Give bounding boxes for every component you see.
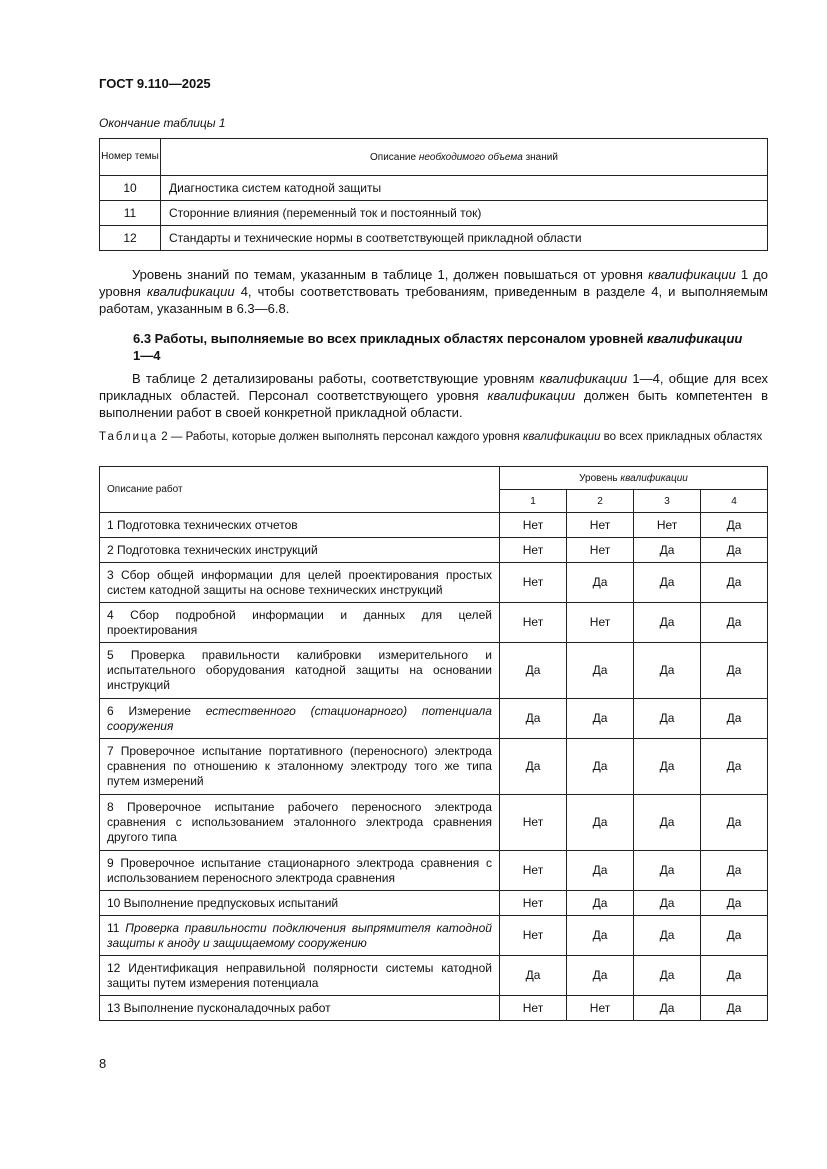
section-c: 1—4 <box>133 348 161 363</box>
table2-cell: Да <box>701 513 768 538</box>
para1-d: квалификации <box>147 284 235 299</box>
table2-row-text: 7 Проверочное испытание портативного (переносного) электрода сравнения по отношению к эталонному электроду того же типа путем измерений <box>100 739 500 795</box>
table-row <box>100 795 768 851</box>
table1-row-text: Сторонние влияния (переменный ток и постоянный ток) <box>161 201 768 226</box>
section-heading <box>133 330 753 364</box>
table-row <box>100 513 768 538</box>
para2-c: 1—4, общие для всех прикладных областей. Персонал соответствующего уровня <box>99 371 768 403</box>
table2-col-level-b: квалификации <box>620 472 688 484</box>
table2-row-text: 10 Выполнение предпусковых испытаний <box>100 891 500 916</box>
table2-cell: Да <box>566 851 633 891</box>
document-code: ГОСТ 9.110—2025 <box>99 76 211 91</box>
table2-row-text: 3 Сбор общей информации для целей проектирования простых систем катодной защиты на основе технических инструкций <box>100 563 500 603</box>
table2-col-level <box>499 467 767 490</box>
table1-col-num: Номер темы <box>100 139 161 176</box>
table2-cell: Да <box>634 538 701 563</box>
table2-cell: Да <box>701 603 768 643</box>
table-row <box>100 603 768 643</box>
table2-row-text: 5 Проверка правильности калибровки измерительного и испытательного оборудования катодной защиты на основании инструкций <box>100 643 500 699</box>
table2-cell: Да <box>701 851 768 891</box>
table-row <box>100 176 768 201</box>
table2-cell: Нет <box>499 916 566 956</box>
table2-level-1: 1 <box>499 490 566 513</box>
table2-cell: Нет <box>499 603 566 643</box>
table-row <box>100 563 768 603</box>
table2-cell: Да <box>566 916 633 956</box>
table2-cell: Нет <box>566 603 633 643</box>
table2-cell: Да <box>701 956 768 996</box>
para1-a: Уровень знаний по темам, указанным в таблице 1, должен повышаться от уровня <box>132 267 649 282</box>
table2-cell: Да <box>566 891 633 916</box>
table-row <box>100 916 768 956</box>
table1-header-row <box>100 139 768 176</box>
table2-cell: Да <box>634 795 701 851</box>
table-row <box>100 891 768 916</box>
table2-cell: Да <box>701 699 768 739</box>
table2-cell: Да <box>701 891 768 916</box>
table-row <box>100 699 768 739</box>
table2-caption-label: Таблица <box>99 431 159 443</box>
table2-caption-a: 2 — Работы, которые должен выполнять персонал каждого уровня <box>158 431 523 443</box>
table2-cell: Да <box>701 643 768 699</box>
table2-cell: Нет <box>499 538 566 563</box>
table2-cell: Да <box>499 699 566 739</box>
table2-level-4: 4 <box>701 490 768 513</box>
para2-d: квалификации <box>487 388 576 403</box>
table2-cell: Нет <box>566 513 633 538</box>
table1-col-desc-b: необходимого объема <box>418 151 523 163</box>
table2-cell: Нет <box>499 513 566 538</box>
table2-cell: Да <box>566 563 633 603</box>
table2-cell: Да <box>634 643 701 699</box>
table2-level-3: 3 <box>634 490 701 513</box>
table2-row-text: 1 Подготовка технических отчетов <box>100 513 500 538</box>
table2-cell: Нет <box>499 996 566 1021</box>
table2-cell: Да <box>499 739 566 795</box>
table1-row-text: Диагностика систем катодной защиты <box>161 176 768 201</box>
para2-b: квалификации <box>539 371 628 386</box>
table1-col-desc <box>161 139 768 176</box>
para1-b: квалификации <box>648 267 736 282</box>
table2-cell: Да <box>634 563 701 603</box>
table2-cell: Да <box>634 956 701 996</box>
para2-e: должен быть компетентен в выполнении работ в своей конкретной прикладной области. <box>99 388 768 420</box>
table-row <box>100 996 768 1021</box>
para1-c: 1 до уровня <box>99 267 768 299</box>
table2-header-row <box>100 467 768 490</box>
table2-cell: Да <box>566 643 633 699</box>
table2-caption-b: квалификации <box>522 431 601 443</box>
table2-cell: Да <box>634 916 701 956</box>
table2-cell: Нет <box>566 996 633 1021</box>
section-a: 6.3 Работы, выполняемые во всех прикладных областях персоналом уровней <box>133 331 647 346</box>
table2-caption-c: во всех прикладных областях <box>600 431 763 443</box>
table1 <box>99 138 768 251</box>
table2-row-text-a: 6 Измерение <box>107 703 206 718</box>
table2-row-text <box>100 699 500 739</box>
table2-row-text: 12 Идентификация неправильной полярности системы катодной защиты путем измерения потенциала <box>100 956 500 996</box>
table2-caption <box>99 430 768 445</box>
table2-row-text: 2 Подготовка технических инструкций <box>100 538 500 563</box>
table2-col-desc: Описание работ <box>100 467 500 513</box>
table2-row-text-b: Проверка правильности подключения выпрямителя катодной защиты к аноду и защищаемому сооружению <box>107 920 492 950</box>
table2-cell: Да <box>634 603 701 643</box>
table2-row-text: 9 Проверочное испытание стационарного электрода сравнения с использованием переносного электрода сравнения <box>100 851 500 891</box>
table-row <box>100 201 768 226</box>
para1-e: 4, чтобы соответствовать требованиям, приведенным в разделе 4, и выполняемым работам, указанным в 6.3—6.8. <box>99 284 768 316</box>
table2-cell: Да <box>634 996 701 1021</box>
para2-a: В таблице 2 детализированы работы, соответствующие уровням <box>132 371 540 386</box>
table1-row-num: 10 <box>100 176 161 201</box>
table1-row-text: Стандарты и технические нормы в соответствующей прикладной области <box>161 226 768 251</box>
table2-row-text <box>100 916 500 956</box>
table2-col-level-a: Уровень <box>579 472 621 484</box>
table2 <box>99 466 768 1021</box>
table1-row-num: 11 <box>100 201 161 226</box>
table2-cell: Нет <box>634 513 701 538</box>
table-row <box>100 956 768 996</box>
table2-cell: Нет <box>499 891 566 916</box>
table2-cell: Да <box>634 851 701 891</box>
section-b: квалификации <box>646 331 743 346</box>
table2-cell: Да <box>701 996 768 1021</box>
table-row <box>100 226 768 251</box>
table2-cell: Да <box>634 699 701 739</box>
table2-cell: Да <box>701 739 768 795</box>
table1-row-num: 12 <box>100 226 161 251</box>
table2-cell: Да <box>566 956 633 996</box>
table2-cell: Да <box>566 739 633 795</box>
table1-col-desc-c: знаний <box>522 151 558 163</box>
table2-cell: Нет <box>566 538 633 563</box>
table2-level-2: 2 <box>566 490 633 513</box>
page-number: 8 <box>99 1056 107 1071</box>
table2-cell: Да <box>701 538 768 563</box>
table2-cell: Да <box>566 795 633 851</box>
table2-cell: Да <box>701 916 768 956</box>
table2-cell: Нет <box>499 563 566 603</box>
table2-cell: Да <box>634 891 701 916</box>
table2-cell: Нет <box>499 795 566 851</box>
table-row <box>100 643 768 699</box>
table2-row-text: 13 Выполнение пусконаладочных работ <box>100 996 500 1021</box>
table1-caption: Окончание таблицы 1 <box>99 116 226 130</box>
table-row <box>100 851 768 891</box>
table2-row-text: 8 Проверочное испытание рабочего переносного электрода сравнения с использованием эталонного электрода сравнения другого типа <box>100 795 500 851</box>
table2-row-text: 4 Сбор подробной информации и данных для целей проектирования <box>100 603 500 643</box>
table-row <box>100 538 768 563</box>
table2-cell: Да <box>634 739 701 795</box>
table2-cell: Да <box>499 956 566 996</box>
table2-cell: Да <box>701 795 768 851</box>
table2-cell: Нет <box>499 851 566 891</box>
paragraph-2 <box>99 370 768 421</box>
table2-row-text-a: 11 <box>107 920 126 935</box>
table2-row-text-b: естественного (стационарного) потенциала сооружения <box>107 703 492 733</box>
table2-cell: Да <box>701 563 768 603</box>
table2-cell: Да <box>566 699 633 739</box>
table-row <box>100 739 768 795</box>
paragraph-1 <box>99 266 768 317</box>
table1-col-desc-a: Описание <box>370 151 419 163</box>
table2-cell: Да <box>499 643 566 699</box>
